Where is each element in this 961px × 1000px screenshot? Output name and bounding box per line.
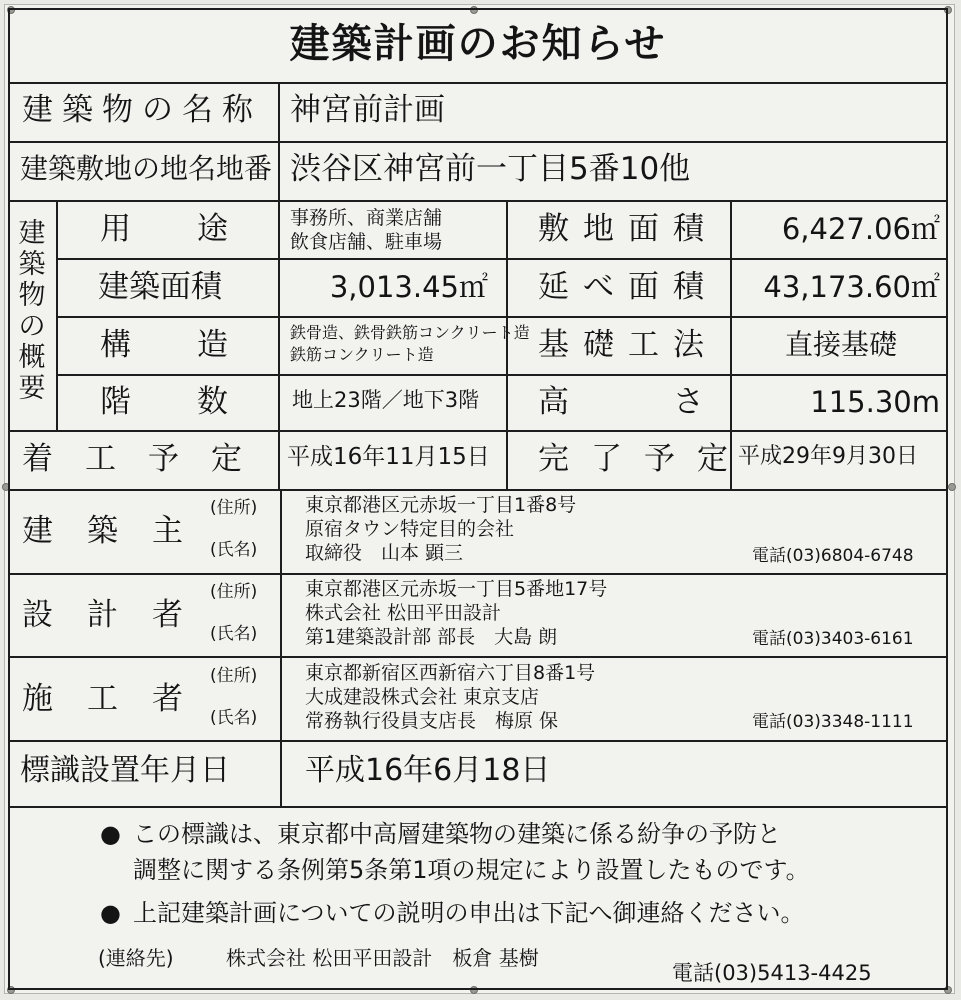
foundation-label: 基礎工法 [538,327,718,363]
contractor-address-tag: (住所) [210,666,258,686]
start-value: 平成16年11月15日 [287,444,490,470]
overview-char: 建 [18,218,46,249]
structure-value-line1: 鉄骨造、鉄骨鉄筋コンクリート造 [290,323,530,342]
contractor-details [305,661,595,733]
bullet-icon: ● [100,899,121,927]
building-name-label [22,92,268,128]
row-divider [58,374,948,376]
contractor-phone: 電話(03)3348-1111 [752,712,914,732]
frame-top [8,8,948,10]
building-name-value: 神宮前計画 [290,92,445,128]
foundation-value: 直接基礎 [784,328,897,361]
overview-char: 築 [18,249,46,280]
screw-icon [948,483,956,491]
contractor-company: 大成建設株式会社 東京支店 [305,686,540,708]
site-area-label: 敷地面積 [538,211,718,247]
designer-phone: 電話(03)3403-6161 [752,629,914,649]
building-area-value: 3,013.45㎡ [329,270,488,304]
floor-area-value: 43,173.60㎡ [763,270,940,304]
complete-value: 平成29年9月30日 [738,444,918,469]
bullet-icon: ● [100,820,121,848]
frame-bottom [8,988,948,990]
contact-name: 株式会社 松田平田設計 板倉 基樹 [226,946,539,970]
contact-label: (連絡先) [98,946,174,970]
row-divider [58,258,948,260]
row-divider [8,656,948,658]
building-area-label: 建築面積 [98,269,222,305]
row-divider [8,430,948,432]
overview-char: 要 [18,373,46,404]
col-divider [278,430,280,489]
owner-name-tag: (氏名) [210,540,258,560]
designer-details [305,577,607,649]
row-divider [8,489,948,491]
use-value-line2: 飲食店舗、駐車場 [290,231,443,253]
overview-char: 物 [18,280,46,311]
note-1-line2: 調整に関する条例第5条第1項の規定により設置したものです。 [133,856,810,884]
site-area-value: 6,427.06㎡ [781,212,940,246]
site-address-label: 建築敷地の地名地番 [20,152,273,185]
overview-char: 概 [18,342,46,373]
designer-company: 株式会社 松田平田設計 [305,602,502,624]
row-divider [8,82,948,84]
designer-name-tag: (氏名) [210,624,258,644]
sign-date-value: 平成16年6月18日 [305,753,551,788]
overview-char: の [18,311,46,342]
note-1-line1: この標識は、東京都中高層建築物の建築に係る紛争の予防と [133,820,781,848]
structure-value-line2: 鉄筋コンクリート造 [290,345,434,364]
height-value: 115.30m [810,385,940,419]
contractor-label: 施工者 [22,681,217,717]
row-divider [8,200,948,202]
building-name-label-text: 建築物の名称 [22,92,262,128]
floors-label: 階数 [100,384,294,420]
contact-phone: 電話(03)5413-4425 [672,961,872,985]
frame-right [946,8,948,990]
owner-details [305,493,576,565]
owner-company: 原宿タウン特定目的会社 [305,518,515,540]
col-divider [280,489,282,806]
col-divider [56,200,58,430]
row-divider [8,141,948,143]
overview-section-label [14,218,50,404]
contractor-name-tag: (氏名) [210,708,258,728]
sign-date-label: 標識設置年月日 [20,753,230,788]
owner-address: 東京都港区元赤坂一丁目1番8号 [305,494,577,516]
row-divider [8,573,948,575]
contractor-person: 常務執行役員支店長 梅原 保 [305,710,559,732]
complete-label: 完了予定 [538,441,750,477]
designer-label: 設計者 [22,597,217,633]
owner-address-tag: (住所) [210,498,258,518]
frame-left [8,8,10,990]
start-label: 着工予定 [22,441,274,477]
owner-phone: 電話(03)6804-6748 [752,546,914,566]
use-value-line1: 事務所、商業店舗 [290,207,443,229]
designer-person: 第1建築設計部 部長 大島 朗 [305,626,558,648]
designer-address: 東京都港区元赤坂一丁目5番地17号 [305,578,608,600]
floor-area-label: 延べ面積 [538,269,718,305]
use-label: 用途 [100,211,294,247]
designer-address-tag: (住所) [210,582,258,602]
row-divider [8,806,948,808]
use-value [290,206,442,254]
floors-value: 地上23階／地下3階 [292,388,480,412]
note-2: 上記建築計画についての説明の申出は下記へ御連絡ください。 [133,899,805,927]
row-divider [58,316,948,318]
col-divider [278,82,280,430]
height-label: 高さ [538,384,808,420]
structure-value [290,322,530,366]
row-divider [8,740,948,742]
page-title: 建築計画のお知らせ [289,21,667,67]
site-address-value: 渋谷区神宮前一丁目5番10他 [290,151,691,187]
owner-label: 建築主 [22,513,217,549]
contractor-address: 東京都新宿区西新宿六丁目8番1号 [305,662,596,684]
owner-person: 取締役 山本 顕三 [305,542,464,564]
structure-label: 構造 [100,327,294,363]
